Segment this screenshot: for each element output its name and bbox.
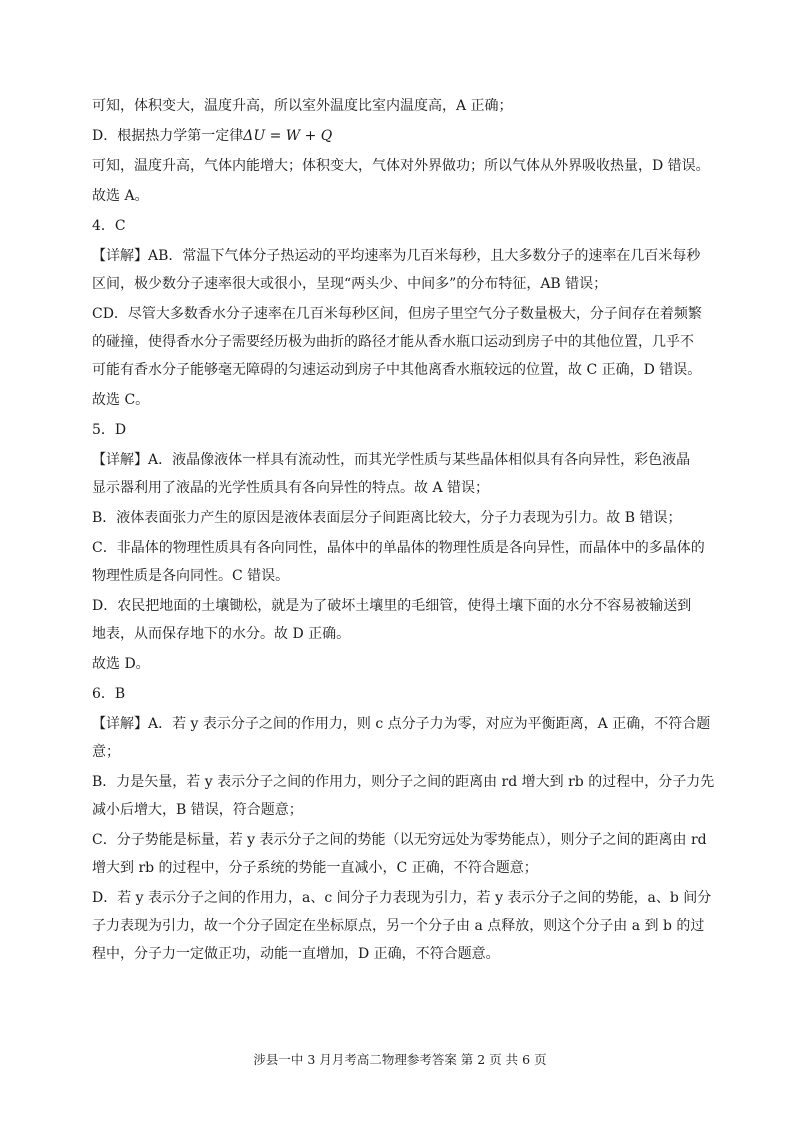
question-number: 4．C [92, 218, 126, 234]
text-line: D．农民把地面的土壤锄松，就是为了破坏土壤里的毛细管，使得土壤下面的水分不容易被输送到 [92, 598, 692, 614]
text-line: B．力是矢量，若 y 表示分子之间的作用力，则分子之间的距离由 rd 增大到 rb 的过程中，分子力先 [92, 774, 715, 790]
text-line: 【详解】A．若 y 表示分子之间的作用力，则 c 点分子力为零，对应为平衡距离，A 正确，不符合题 [92, 716, 711, 732]
text-line: C．非晶体的物理性质具有各向同性，晶体中的单晶体的物理性质是各向异性，而晶体中的多晶体的 [92, 540, 705, 556]
text-line: 的碰撞，使得香水分子需要经历极为曲折的路径才能从香水瓶口运动到房子中的其他位置，几乎不 [92, 334, 694, 350]
paragraph [92, 772, 714, 820]
text-line-formula-intro [92, 126, 714, 146]
text-line: 子力表现为引力，故一个分子固定在坐标原点，另一个分子由 a 点释放，则这个分子由 a 到 b 的过 [92, 918, 705, 934]
text-line: 故选 D。 [92, 656, 150, 672]
formula: ΔU = W + Q [243, 128, 333, 144]
paragraph [92, 246, 714, 294]
question-number: 6．B [92, 686, 126, 702]
text-line: 减小后增大，B 错误，符合题意； [92, 802, 303, 818]
paragraph [92, 714, 714, 762]
paragraph [92, 450, 714, 498]
text-line: B．液体表面张力产生的原因是液体表面层分子间距离比较大，分子力表现为引力。故 B 错误； [92, 510, 682, 526]
text-line: 故选 A。 [92, 188, 149, 204]
question-number: 5．D [92, 422, 127, 438]
text-line: 地表，从而保存地下的水分。故 D 正确。 [92, 626, 351, 642]
paragraph [92, 888, 714, 964]
text-line: 物理性质是各向同性。C 错误。 [92, 568, 290, 584]
text-line: 区间，极少数分子速率很大或很小，呈现“两头少、中间多”的分布特征，AB 错误； [92, 276, 608, 292]
text-line: 可能有香水分子能够毫无障碍的匀速运动到房子中其他离香水瓶较远的位置，故 C 正确，D 错误。 [92, 362, 702, 378]
text-line: 【详解】A．液晶像液体一样具有流动性，而其光学性质与某些晶体相似具有各向异性，彩色液晶 [92, 452, 691, 468]
text-line: D．根据热力学第一定律 [92, 128, 244, 144]
answer-content [92, 96, 714, 974]
text-line: D．若 y 表示分子之间的作用力，a、c 间分子力表现为引力，若 y 表示分子之间的势能，a、b 间分 [92, 890, 712, 906]
text-line: 程中，分子力一定做正功，动能一直增加，D 正确，不符合题意。 [92, 946, 500, 962]
text-line: CD．尽管大多数香水分子速率在几百米每秒区间，但房子里空气分子数量极大，分子间存在着频繁 [92, 306, 702, 322]
paragraph [92, 304, 714, 380]
text-line: 可知，温度升高，气体内能增大；体积变大，气体对外界做功；所以气体从外界吸收热量，D 错误。 [92, 158, 710, 174]
page-footer: 涉县一中 3 月月考高二物理参考答案 第 2 页 共 6 页 [253, 1052, 547, 1067]
text-line: 故选 C。 [92, 392, 150, 408]
text-line: C．分子势能是标量，若 y 表示分子之间的势能（以无穷远处为零势能点），则分子之间的距离由 rd [92, 832, 707, 848]
paragraph [92, 538, 714, 586]
paragraph [92, 596, 714, 644]
paragraph [92, 830, 714, 878]
text-line: 意； [92, 744, 120, 760]
text-line: 可知，体积变大，温度升高，所以室外温度比室内温度高，A 正确； [92, 98, 513, 114]
text-line: 【详解】AB．常温下气体分子热运动的平均速率为几百米每秒，且大多数分子的速率在几百米每秒 [92, 248, 701, 264]
text-line: 显示器利用了液晶的光学性质具有各向异性的特点。故 A 错误； [92, 480, 490, 496]
text-line: 增大到 rb 的过程中，分子系统的势能一直减小，C 正确，不符合题意； [92, 860, 538, 876]
